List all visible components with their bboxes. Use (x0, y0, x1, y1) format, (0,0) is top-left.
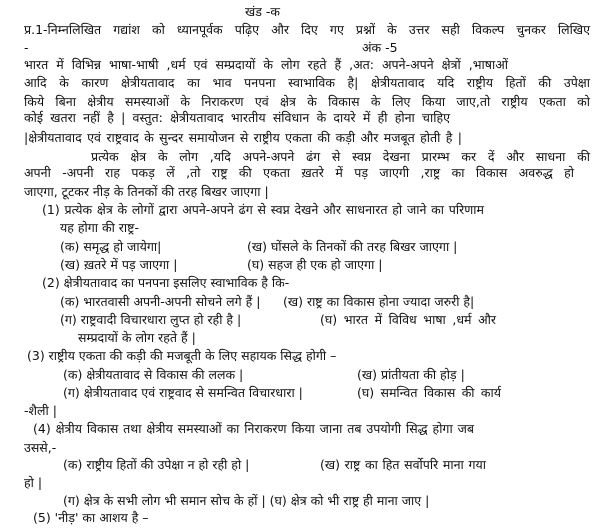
question-heading: प्र.1-निम्नलिखित गद्यांश को ध्यानपूर्वक पढ़िए और दिए गए प्रश्नों के उत्तर सही विकल्प चुनकर लिखिए (24, 22, 590, 37)
passage-line: आदि के कारण क्षेत्रीयतावाद का भाव पनपना स्वाभाविक है| क्षेत्रीयतावाद यदि राष्ट्रीय हितों की उपेक्षा (24, 75, 590, 90)
q1-stem-cont: यह होगा की राष्ट्र- (60, 220, 139, 235)
q4-option-b: (ख) राष्ट्र का हित सर्वोपरि माना गया (320, 457, 486, 472)
q4-option-b-cont: हो | (24, 475, 43, 490)
q4-option-a: (क) राष्ट्रीय हितों की उपेक्षा न हो रही हो | (63, 457, 250, 472)
passage-line: किये बिना क्षेत्रीय समस्याओं के निराकरण एवं क्षेत्र के विकास के लिए किया जाए,तो राष्ट्रीय एकता को (24, 94, 590, 109)
q2-option-c: (ग) राष्ट्रवादी विचारधारा लुप्त हो रही है | (60, 312, 242, 327)
q1-stem: (1) प्रत्येक क्षेत्र के लोगों द्वारा अपने-अपने ढंग से स्वप्न देखने और साधनारत हो जाने का परिणाम (42, 202, 484, 217)
q4-stem: (4) क्षेत्रीय विकास तथा क्षेत्रीय समस्याओं का निराकरण किया जाना तब उपयोगी सिद्ध होगा जब (33, 421, 474, 436)
q4-stem-cont: उससे,- (24, 440, 57, 455)
q5-stem: (5) 'नीड़' का आशय है – (33, 510, 149, 525)
q1-option-a: (क) समृद्ध हो जायेगा| (60, 239, 162, 254)
q3-option-a: (क) क्षेत्रीयतावाद से विकास की ललक | (63, 367, 244, 382)
passage-line: भारत में विभिन्न भाषा-भाषी ,धर्म एवं सम्प्रदायों के लोग रहते हैं ,अत: अपने-अपने क्षेत्रों ,भाषाओं (24, 57, 508, 72)
passage-line: |क्षेत्रीयतावाद एवं राष्ट्रवाद के सुन्दर समायोजन से राष्ट्रीय एकता की कड़ी और मजबूत होती है | (24, 130, 462, 145)
marks-label: अंक -5 (362, 40, 398, 55)
question-dash: - (24, 40, 29, 55)
q1-option-d: (घ) सहज ही एक हो जाएगा | (247, 257, 383, 272)
q4-options-c-d: (ग) क्षेत्र के सभी लोग भी समान सोच के हों | (घ) क्षेत्र को भी राष्ट्र ही माना जाए | (63, 493, 430, 508)
passage-line: कोई खतरा नहीं है | वस्तुत: क्षेत्रीयतावाद भारतीय संविधान के दायरे में ही होना चाहिए (24, 110, 450, 125)
passage-line: अपनी -अपनी राह पकड़ लें ,तो राष्ट्र की एकता ख़तरे में पड़ जाएगी ,राष्ट्र का विकास अवरुद्ध हो (24, 165, 574, 180)
q3-option-d: (घ) समन्वित विकास की कार्य (357, 385, 501, 400)
q2-option-b: (ख) राष्ट्र का विकास होना ज्यादा जरुरी है| (283, 294, 475, 309)
q2-option-a: (क) भारतवासी अपनी-अपनी सोचने लगे हैं | (60, 294, 261, 309)
q3-option-b: (ख) प्रांतीयता की होड़ | (357, 367, 465, 382)
passage-line: प्रत्येक क्षेत्र के लोग ,यदि अपने-अपने ढंग से स्वप्न देखना प्रारम्भ कर दें और साधना की (91, 149, 590, 164)
q3-option-c: (ग) क्षेत्रीयतावाद एवं राष्ट्रवाद से समन्वित विचारधारा | (63, 385, 303, 400)
q3-stem: (3) राष्ट्रीय एकता की कड़ी की मजबूती के लिए सहायक सिद्ध होगी – (27, 348, 337, 363)
passage-line: जाएगा, टूटकर नीड़ के तिनकों की तरह बिखर जाएगा | (24, 184, 269, 199)
q1-option-c: (ख) ख़तरे में पड़ जाएगा | (60, 257, 178, 272)
section-title: खंड -क (245, 4, 280, 19)
q2-option-d-cont: सम्प्रदायों के लोग रहते हैं | (78, 330, 196, 345)
q3-option-d-cont: -शैली | (24, 403, 57, 418)
q1-option-b: (ख) घोंसले के तिनकों की तरह बिखर जाएगा | (247, 239, 458, 254)
q2-option-d: (घ) भारत में विविध भाषा ,धर्म और (320, 312, 496, 327)
q2-stem: (2) क्षेत्रीयतावाद का पनपना इसलिए स्वाभाविक है कि- (42, 275, 290, 290)
